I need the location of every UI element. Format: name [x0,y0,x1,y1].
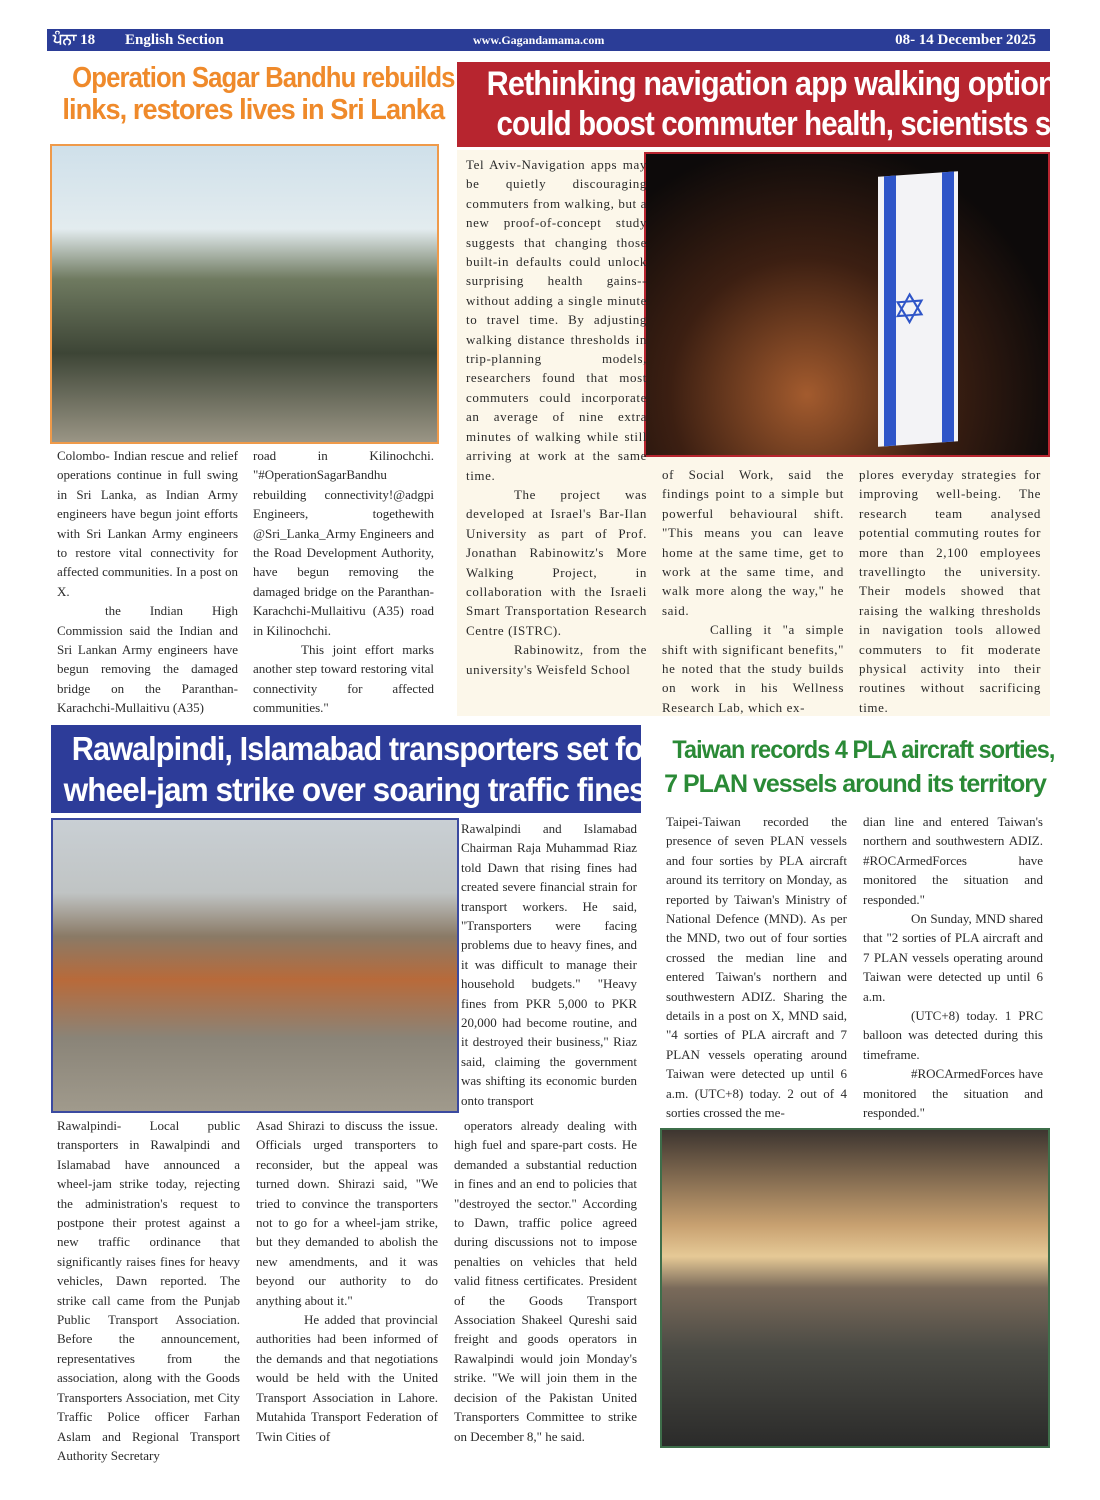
headline-line: Operation Sagar Bandhu rebuilds [72,62,455,94]
article-navigation-col2 [662,465,844,717]
paragraph: On Sunday, MND shared that "2 sorties of PLA aircraft and 7 PLAN vessels operating around Taiwan were detected up until 6 a.m. [863,911,1043,1004]
star-of-david-icon: ✡ [892,283,928,335]
article-taiwan-col2 [863,812,1043,1123]
article-rawalpindi-col2 [256,1116,438,1446]
paragraph: Rabinowitz, from the university's Weisfeld School [466,642,647,677]
headline-line: wheel-jam strike over soaring traffic fines [63,771,646,808]
paragraph: Asad Shirazi to discuss the issue. Officials urged transporters to reconsider, but the appeal was turned down. Shirazi said, "We tried to convince the transporters not to go for a wheel-jam strike, but they demanded to abolish the new amendments, and it was beyond our authority to do anything about it." [256,1118,438,1308]
article-rawalpindi-col3-bottom [454,1116,637,1446]
article-taiwan-col1 [666,812,847,1123]
paragraph: (UTC+8) today. 1 PRC balloon was detected during this timeframe. [863,1008,1043,1062]
headline-line: links, restores lives in Sri Lanka [62,94,445,126]
headline-line: Rawalpindi, Islamabad transporters set for [71,730,654,767]
article-rawalpindi-col1 [57,1116,240,1465]
headline-sri-lanka [50,62,455,126]
paragraph: operators already dealing with high fuel and spare-part costs. He demanded a substantial reduction in fines and an end to policies that "destroyed the sector." According to Dawn, traffic police agreed during discussions not to impose penalties on vehicles that held valid fitness certificates. President of the Goods Transport Association Shakeel Qureshi said freight and goods operators in Rawalpindi would join Monday's strike. "We will join them in the decision of the Pakistan United Transporters Committee to strike on December 8," he said. [454,1118,637,1444]
page-number: ਪੰਨਾ 18 [53,32,96,48]
paragraph: Rawalpindi and Islamabad Chairman Raja Muhammad Riaz told Dawn that rising fines had created severe financial strain for transport workers. He said, "Transporters were facing problems due to heavy fines, and it was difficult to manage their household budgets." "Heavy fines from PKR 5,000 to PKR 20,000 had become routine, and it destroyed their business," Riaz said, claiming the government was shifting its economic burden onto transport [461,821,637,1108]
paragraph: #ROCArmedForces have monitored the situation and responded." [863,1066,1043,1121]
article-navigation-col3 [859,465,1041,717]
headline-line: 7 PLAN vessels around its territory [664,770,1046,798]
paragraph: road in Kilinochchi. "#OperationSagarBandhu rebuilding connectivity!@adgpi Engineers, togethewith @Sri_Lanka_Army Engineers and the Road Development Authority, have begun removing the damaged bridge on the Paranthan-Karachchi-Mullaitivu (A35) road in Kilinochchi. [253,448,434,638]
photo-night-traffic-flag [644,152,1050,457]
article-navigation-col1 [466,155,647,679]
page-header-bar [47,29,1050,51]
paragraph: This joint effort marks another step toward restoring vital connectivity for affected communities." [253,642,434,716]
photo-trucks-mountain [51,818,459,1113]
paragraph: Tel Aviv-Navigation apps may be quietly discouraging commuters from walking, but a new proof-of-concept study suggests that changing those built-in defaults could unlock surprising health gains--without adding a single minute to travel time. By adjusting walking distance thresholds in trip-planning models, researchers found that most commuters could incorporate an average of nine extra minutes of walking while still arriving at work at the same time. [466,157,647,483]
section-name: English Section [125,32,224,48]
paragraph: Colombo- Indian rescue and relief operations continue in full swing in Sri Lanka, as Indian Army engineers have begun joint efforts with Sri Lankan Army engineers to restore vital connectivity for affected communities. In a post on X. [57,448,238,599]
flag-graphic [878,171,958,447]
paragraph: Calling it "a simple shift with significant benefits," he noted that the study builds on work in his Wellness Research Lab, which ex- [662,622,844,715]
headline-rawalpindi [51,728,654,810]
paragraph: Taipei-Taiwan recorded the presence of seven PLAN vessels and four sorties by PLA aircraft around its territory on Monday, as reported by Taiwan's Ministry of National Defence (MND). As per the MND, two out of four sorties crossed the median line and entered Taiwan's northern and southwestern ADIZ. Sharing the details in a post on X, MND said, "4 sorties of PLA aircraft and 7 PLAN vessels operating around Taiwan were detected up until 6 a.m. (UTC+8) today. 2 out of 4 sorties crossed the me- [666,814,847,1121]
paragraph: of Social Work, said the findings point to a simple but powerful behavioural shift. "This means you can leave home at the same time, get to work at the same time, and walk more along the way," he said. [662,467,844,618]
photo-ship-sunset [660,1128,1050,1448]
headline-line: could boost commuter health, scientists say [496,105,1082,143]
article-rawalpindi-col3-top [461,819,637,1110]
headline-line: Taiwan records 4 PLA aircraft sorties, [672,736,1055,764]
paragraph: plores everyday strategies for improving well-being. The research team analysed potential commuting routes for more than 2,100 employees travellingto the university. Their models showed that raising the walking thresholds in navigation tools allowed commuters to fit moderate physical activity into their routines without sacrificing time. [859,467,1041,715]
paragraph: the Indian High Commission said the Indian and Sri Lankan Army engineers have begun removing the damaged bridge on the Paranthan-Karachchi-Mullaitivu (A35) [57,603,238,716]
article-sri-lanka-col2 [253,446,434,718]
issue-date: 08- 14 December 2025 [895,32,1036,48]
photo-army-engineers [50,144,439,444]
headline-navigation [457,64,1082,144]
paragraph: Rawalpindi- Local public transporters in Rawalpindi and Islamabad have announced a wheel-jam strike today, rejecting the administration's request to postpone their protest against a new traffic ordinance that significantly raises fines for heavy vehicles, Dawn reported. The strike call came from the Punjab Public Transport Association. Before the announcement, representatives from the association, along with the Goods Transporters Association, met City Traffic Police officer Farhan Aslam and Regional Transport Authority Secretary [57,1118,240,1463]
website-link[interactable]: www.Gagandamama.com [473,33,605,47]
paragraph: dian line and entered Taiwan's northern and southwestern ADIZ. #ROCArmedForces have monitored the situation and responded." [863,814,1043,907]
article-sri-lanka-col1 [57,446,238,718]
headline-taiwan [660,733,1055,801]
paragraph: He added that provincial authorities had been informed of the demands and that negotiations would be held with the United Transport Association in Lahore. Mutahida Transport Federation of Twin Cities of [256,1312,438,1444]
headline-line: Rethinking navigation app walking options [486,65,1072,103]
paragraph: The project was developed at Israel's Bar-Ilan University as part of Prof. Jonathan Rabinowitz's More Walking Project, in collaboration with the Israeli Smart Transportation Research Centre (ISTRC). [466,486,647,638]
